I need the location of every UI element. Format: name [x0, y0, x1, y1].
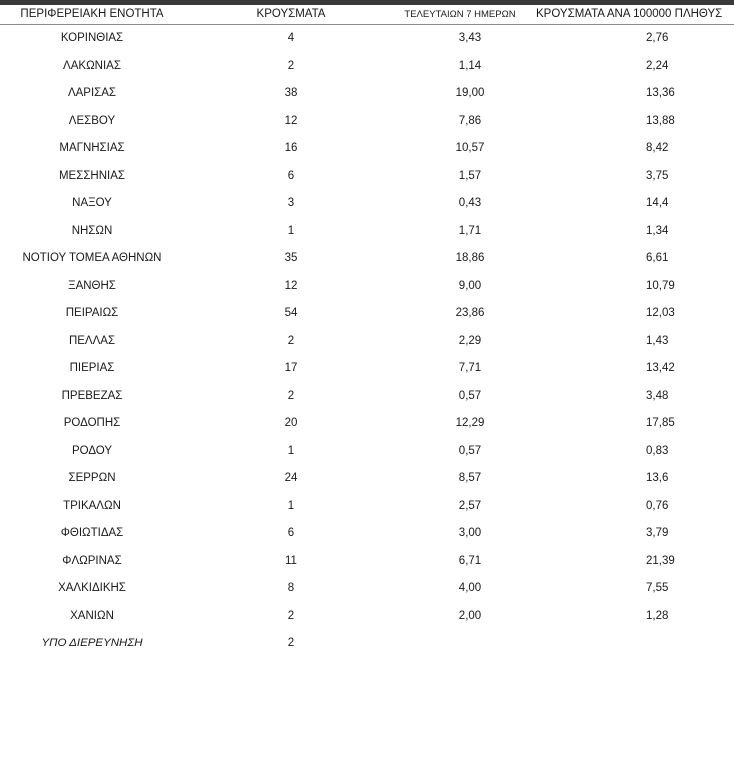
region-cell: ΤΡΙΚΑΛΩΝ: [63, 499, 121, 512]
table-row: [0, 218, 734, 246]
per-100000-cell: 0,83: [646, 444, 669, 457]
per-100000-cell: 6,61: [646, 252, 669, 264]
last-7-days-cell: 6,71: [458, 554, 482, 567]
region-cell: ΡΟΔΟΠΗΣ: [63, 417, 121, 429]
table-row: [0, 53, 734, 81]
region-cell: ΝΟΤΙΟΥ ΤΟΜΕΑ ΑΘΗΝΩΝ: [22, 252, 162, 264]
per-100000-cell: 3,75: [646, 169, 669, 182]
last-7-days-cell: 12,29: [455, 417, 485, 429]
region-cell: ΛΑΡΙΣΑΣ: [67, 87, 117, 99]
region-cell: ΝΗΣΩΝ: [71, 224, 113, 237]
cases-cell: 35: [284, 252, 298, 264]
per-100000-cell: 8,42: [646, 142, 669, 154]
header-cases: ΚΡΟΥΣΜΑΤΑ: [184, 5, 398, 25]
last-7-days-cell: 0,57: [458, 389, 482, 402]
per-100000-cell: 12,03: [646, 307, 675, 319]
last-7-days-cell: 0,57: [458, 444, 482, 457]
cases-cell: 11: [285, 554, 297, 567]
per-100000-cell: 3,48: [646, 389, 669, 402]
per-100000-cell: 17,85: [646, 417, 675, 429]
cases-cell: 12: [284, 279, 298, 292]
table-row: [0, 300, 734, 328]
region-cell: ΧΑΝΙΩΝ: [70, 609, 114, 622]
region-cell: ΦΛΩΡΙΝΑΣ: [62, 554, 122, 567]
cases-cell: 8: [287, 582, 295, 594]
region-cell: ΝΑΞΟΥ: [72, 197, 112, 209]
cases-cell: 2: [287, 609, 295, 622]
cases-cell: 3: [287, 197, 295, 209]
region-cell: ΜΑΓΝΗΣΙΑΣ: [59, 142, 125, 154]
last-7-days-cell: 3,43: [458, 32, 482, 44]
last-7-days-cell: 10,57: [455, 142, 485, 154]
per-100000-cell: 1,43: [646, 334, 669, 347]
header-cases-per-100000: ΚΡΟΥΣΜΑΤΑ ΑΝΑ 100000 ΠΛΗΘΥΣ: [522, 5, 734, 25]
last-7-days-cell: 23,86: [455, 307, 485, 319]
per-100000-cell: 1,28: [646, 609, 669, 622]
per-100000-cell: 2,76: [646, 32, 669, 44]
region-cell: ΠΡΕΒΕΖΑΣ: [61, 389, 123, 402]
region-cell: ΜΕΣΣΗΝΙΑΣ: [58, 169, 126, 182]
table-row: [0, 575, 734, 603]
per-100000-cell: 13,88: [646, 114, 675, 127]
last-7-days-cell: 1,71: [458, 224, 482, 237]
last-7-days-cell: 0,43: [458, 197, 482, 209]
cases-cell: 12: [284, 114, 298, 127]
last-7-days-cell: 7,71: [458, 362, 482, 374]
table-row: [0, 328, 734, 356]
last-7-days-cell: 9,00: [458, 279, 482, 292]
table-row: [0, 190, 734, 218]
table-row: [0, 355, 734, 383]
table-row: [0, 438, 734, 466]
cases-cell: 2: [287, 637, 295, 649]
last-7-days-cell: 8,57: [458, 472, 482, 484]
table-row: [0, 135, 734, 163]
last-7-days-cell: 2,00: [458, 609, 482, 622]
table-row: [0, 520, 734, 548]
table-row: [0, 410, 734, 438]
table-row: [0, 80, 734, 108]
region-cell: ΥΠΟ ΔΙΕΡΕΥΝΗΣΗ: [41, 637, 143, 649]
last-7-days-cell: 3,00: [458, 527, 482, 539]
region-cell: ΠΕΛΛΑΣ: [68, 334, 116, 347]
table-header: [0, 5, 734, 25]
region-cell: ΠΙΕΡΙΑΣ: [69, 362, 115, 374]
region-cell: ΠΕΙΡΑΙΩΣ: [65, 307, 119, 319]
table-row: [0, 465, 734, 493]
cases-cell: 38: [284, 87, 298, 99]
per-100000-cell: 14,4: [646, 197, 669, 209]
table-body: [0, 25, 734, 658]
per-100000-cell: 1,34: [646, 224, 669, 237]
cases-cell: 16: [284, 142, 298, 154]
region-cell: ΛΑΚΩΝΙΑΣ: [63, 59, 121, 72]
last-7-days-cell: 4,00: [458, 582, 482, 594]
per-100000-cell: 13,6: [646, 472, 669, 484]
cases-cell: 4: [287, 32, 295, 44]
cases-cell: 24: [284, 472, 298, 484]
cases-cell: 2: [287, 59, 295, 72]
per-100000-cell: 0,76: [646, 499, 669, 512]
table-row: [0, 108, 734, 136]
region-cell: ΛΕΣΒΟΥ: [68, 114, 116, 127]
cases-cell: 6: [287, 527, 295, 539]
region-cell: ΞΑΝΘΗΣ: [68, 279, 116, 292]
table-row: [0, 383, 734, 411]
cases-cell: 20: [284, 417, 298, 429]
per-100000-cell: [522, 630, 734, 658]
table-row: [0, 630, 734, 658]
cases-cell: 6: [287, 169, 295, 182]
last-7-days-cell: 2,57: [458, 499, 482, 512]
last-7-days-cell: 1,57: [458, 169, 482, 182]
per-100000-cell: 13,36: [646, 87, 675, 99]
per-100000-cell: 13,42: [646, 362, 675, 374]
table-row: [0, 603, 734, 631]
header-region: ΠΕΡΙΦΕΡΕΙΑΚΗ ΕΝΟΤΗΤΑ: [0, 5, 184, 25]
last-7-days-cell: 18,86: [455, 252, 485, 264]
per-100000-cell: 2,24: [646, 59, 669, 72]
last-7-days-cell: 1,14: [458, 59, 482, 72]
cases-cell: 1: [287, 499, 295, 512]
header-row: [0, 5, 734, 25]
cases-cell: 1: [287, 224, 295, 237]
cases-cell: 54: [284, 307, 298, 319]
table-row: [0, 548, 734, 576]
table-row: [0, 493, 734, 521]
last-7-days-cell: 19,00: [455, 87, 485, 99]
cases-cell: 2: [287, 334, 295, 347]
table-row: [0, 273, 734, 301]
last-7-days-cell: 7,86: [458, 114, 482, 127]
table-row: [0, 163, 734, 191]
per-100000-cell: 3,79: [646, 527, 669, 539]
last-7-days-cell: [398, 630, 522, 658]
per-100000-cell: 21,39: [646, 554, 675, 567]
cases-cell: 2: [287, 389, 295, 402]
cases-cell: 17: [284, 362, 298, 374]
table-row: [0, 245, 734, 273]
header-last-7-days: ΤΕΛΕΥΤΑΙΩΝ 7 ΗΜΕΡΩΝ: [398, 5, 522, 25]
region-cell: ΡΟΔΟΥ: [71, 444, 113, 457]
region-cell: ΣΕΡΡΩΝ: [68, 472, 116, 484]
region-cell: ΦΘΙΩΤΙΔΑΣ: [60, 527, 124, 539]
per-100000-cell: 7,55: [646, 582, 669, 594]
region-cell: ΚΟΡΙΝΘΙΑΣ: [60, 32, 124, 44]
cases-cell: 1: [287, 444, 295, 457]
cases-table: [0, 5, 734, 658]
per-100000-cell: 10,79: [646, 279, 675, 292]
table-row: [0, 25, 734, 53]
last-7-days-cell: 2,29: [458, 334, 482, 347]
region-cell: ΧΑΛΚΙΔΙΚΗΣ: [58, 582, 126, 594]
